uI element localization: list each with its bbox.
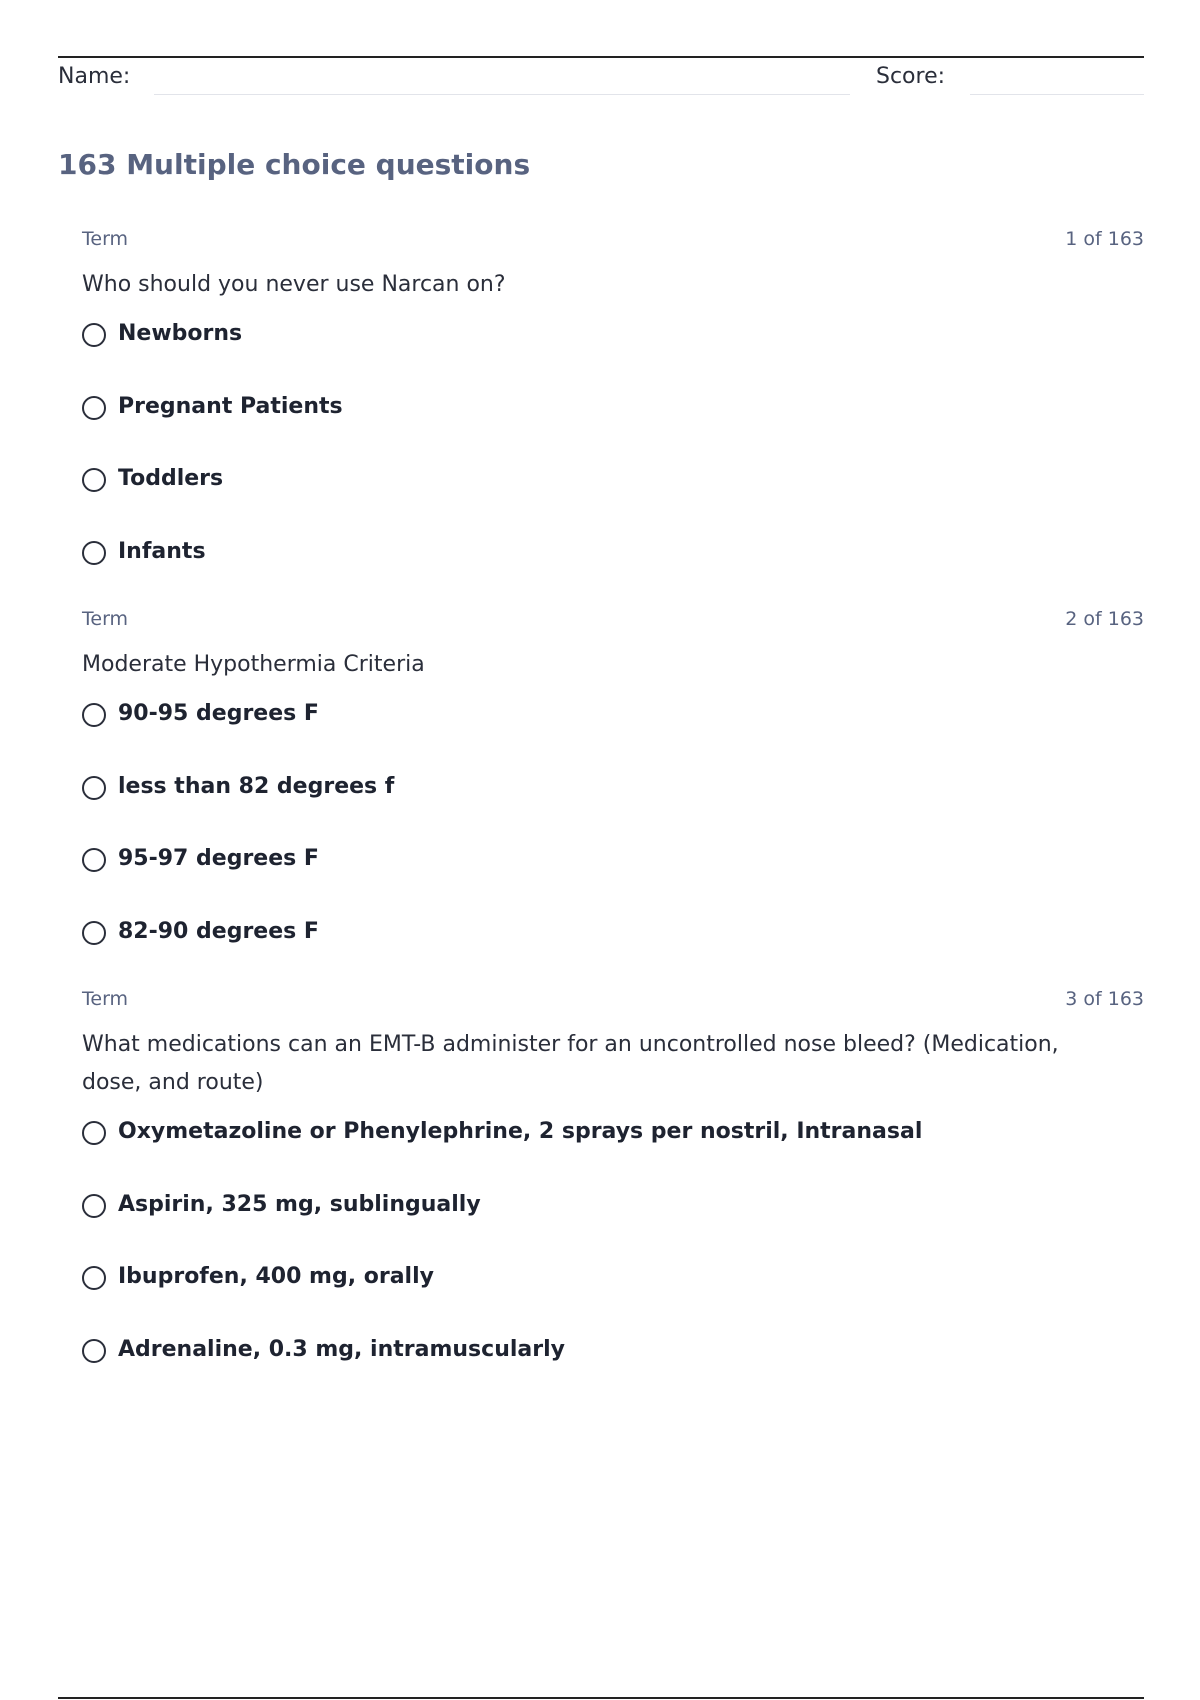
answer-label: 95-97 degrees F	[118, 846, 319, 871]
section-title: 163 Multiple choice questions	[58, 148, 531, 181]
question-card	[82, 228, 1144, 608]
answer-options	[82, 318, 1144, 608]
answer-option[interactable]	[82, 1334, 1144, 1407]
term-label: Term	[82, 228, 129, 250]
radio-button-icon[interactable]	[82, 1339, 106, 1363]
answer-option[interactable]	[82, 1189, 1144, 1262]
answer-label: Oxymetazoline or Phenylephrine, 2 sprays per nostril, Intranasal	[118, 1119, 923, 1144]
answer-label: Ibuprofen, 400 mg, orally	[118, 1264, 434, 1289]
top-divider	[58, 56, 1144, 58]
answer-option[interactable]	[82, 391, 1144, 464]
bottom-divider	[58, 1697, 1144, 1699]
question-counter: 2 of 163	[1065, 608, 1144, 630]
answer-options	[82, 698, 1144, 988]
term-label: Term	[82, 608, 129, 630]
answer-label: Toddlers	[118, 466, 224, 491]
question-prompt: Moderate Hypothermia Criteria	[82, 652, 425, 677]
term-label: Term	[82, 988, 129, 1010]
answer-option[interactable]	[82, 843, 1144, 916]
answer-option[interactable]	[82, 536, 1144, 609]
question-prompt: Who should you never use Narcan on?	[82, 272, 506, 297]
question-header	[82, 988, 1144, 1016]
radio-button-icon[interactable]	[82, 396, 106, 420]
answer-option[interactable]	[82, 771, 1144, 844]
radio-button-icon[interactable]	[82, 1121, 106, 1145]
answer-label: Newborns	[118, 321, 243, 346]
question-header	[82, 228, 1144, 256]
radio-button-icon[interactable]	[82, 776, 106, 800]
question-counter: 1 of 163	[1065, 228, 1144, 250]
answer-option[interactable]	[82, 1116, 1144, 1189]
answer-label: Infants	[118, 538, 206, 564]
radio-button-icon[interactable]	[82, 1266, 106, 1290]
answer-option[interactable]	[82, 463, 1144, 536]
answer-label: 82-90 degrees F	[118, 918, 319, 944]
radio-button-icon[interactable]	[82, 921, 106, 945]
radio-button-icon[interactable]	[82, 323, 106, 347]
radio-button-icon[interactable]	[82, 541, 106, 565]
worksheet-page	[58, 0, 1144, 1700]
question-counter: 3 of 163	[1065, 988, 1144, 1010]
name-label: Name:	[58, 64, 131, 89]
answer-label: less than 82 degrees f	[118, 773, 395, 799]
question-list	[82, 228, 1144, 1406]
answer-option[interactable]	[82, 1261, 1144, 1334]
question-card	[82, 988, 1144, 1406]
name-field[interactable]	[154, 94, 850, 95]
radio-button-icon[interactable]	[82, 848, 106, 872]
radio-button-icon[interactable]	[82, 1194, 106, 1218]
answer-label: Adrenaline, 0.3 mg, intramuscularly	[118, 1336, 565, 1362]
answer-label: 90-95 degrees F	[118, 701, 319, 726]
radio-button-icon[interactable]	[82, 703, 106, 727]
question-header	[82, 608, 1144, 636]
answer-options	[82, 1116, 1144, 1406]
question-card	[82, 608, 1144, 988]
score-field[interactable]	[970, 94, 1144, 95]
answer-label: Aspirin, 325 mg, sublingually	[118, 1191, 481, 1217]
header-row	[58, 62, 1144, 98]
score-label: Score:	[876, 64, 946, 89]
question-prompt: What medications can an EMT-B administer for an uncontrolled nose bleed? (Medication, dose, and route)	[82, 1032, 1059, 1095]
answer-option[interactable]	[82, 318, 1144, 391]
radio-button-icon[interactable]	[82, 468, 106, 492]
answer-option[interactable]	[82, 916, 1144, 989]
answer-label: Pregnant Patients	[118, 393, 343, 419]
answer-option[interactable]	[82, 698, 1144, 771]
